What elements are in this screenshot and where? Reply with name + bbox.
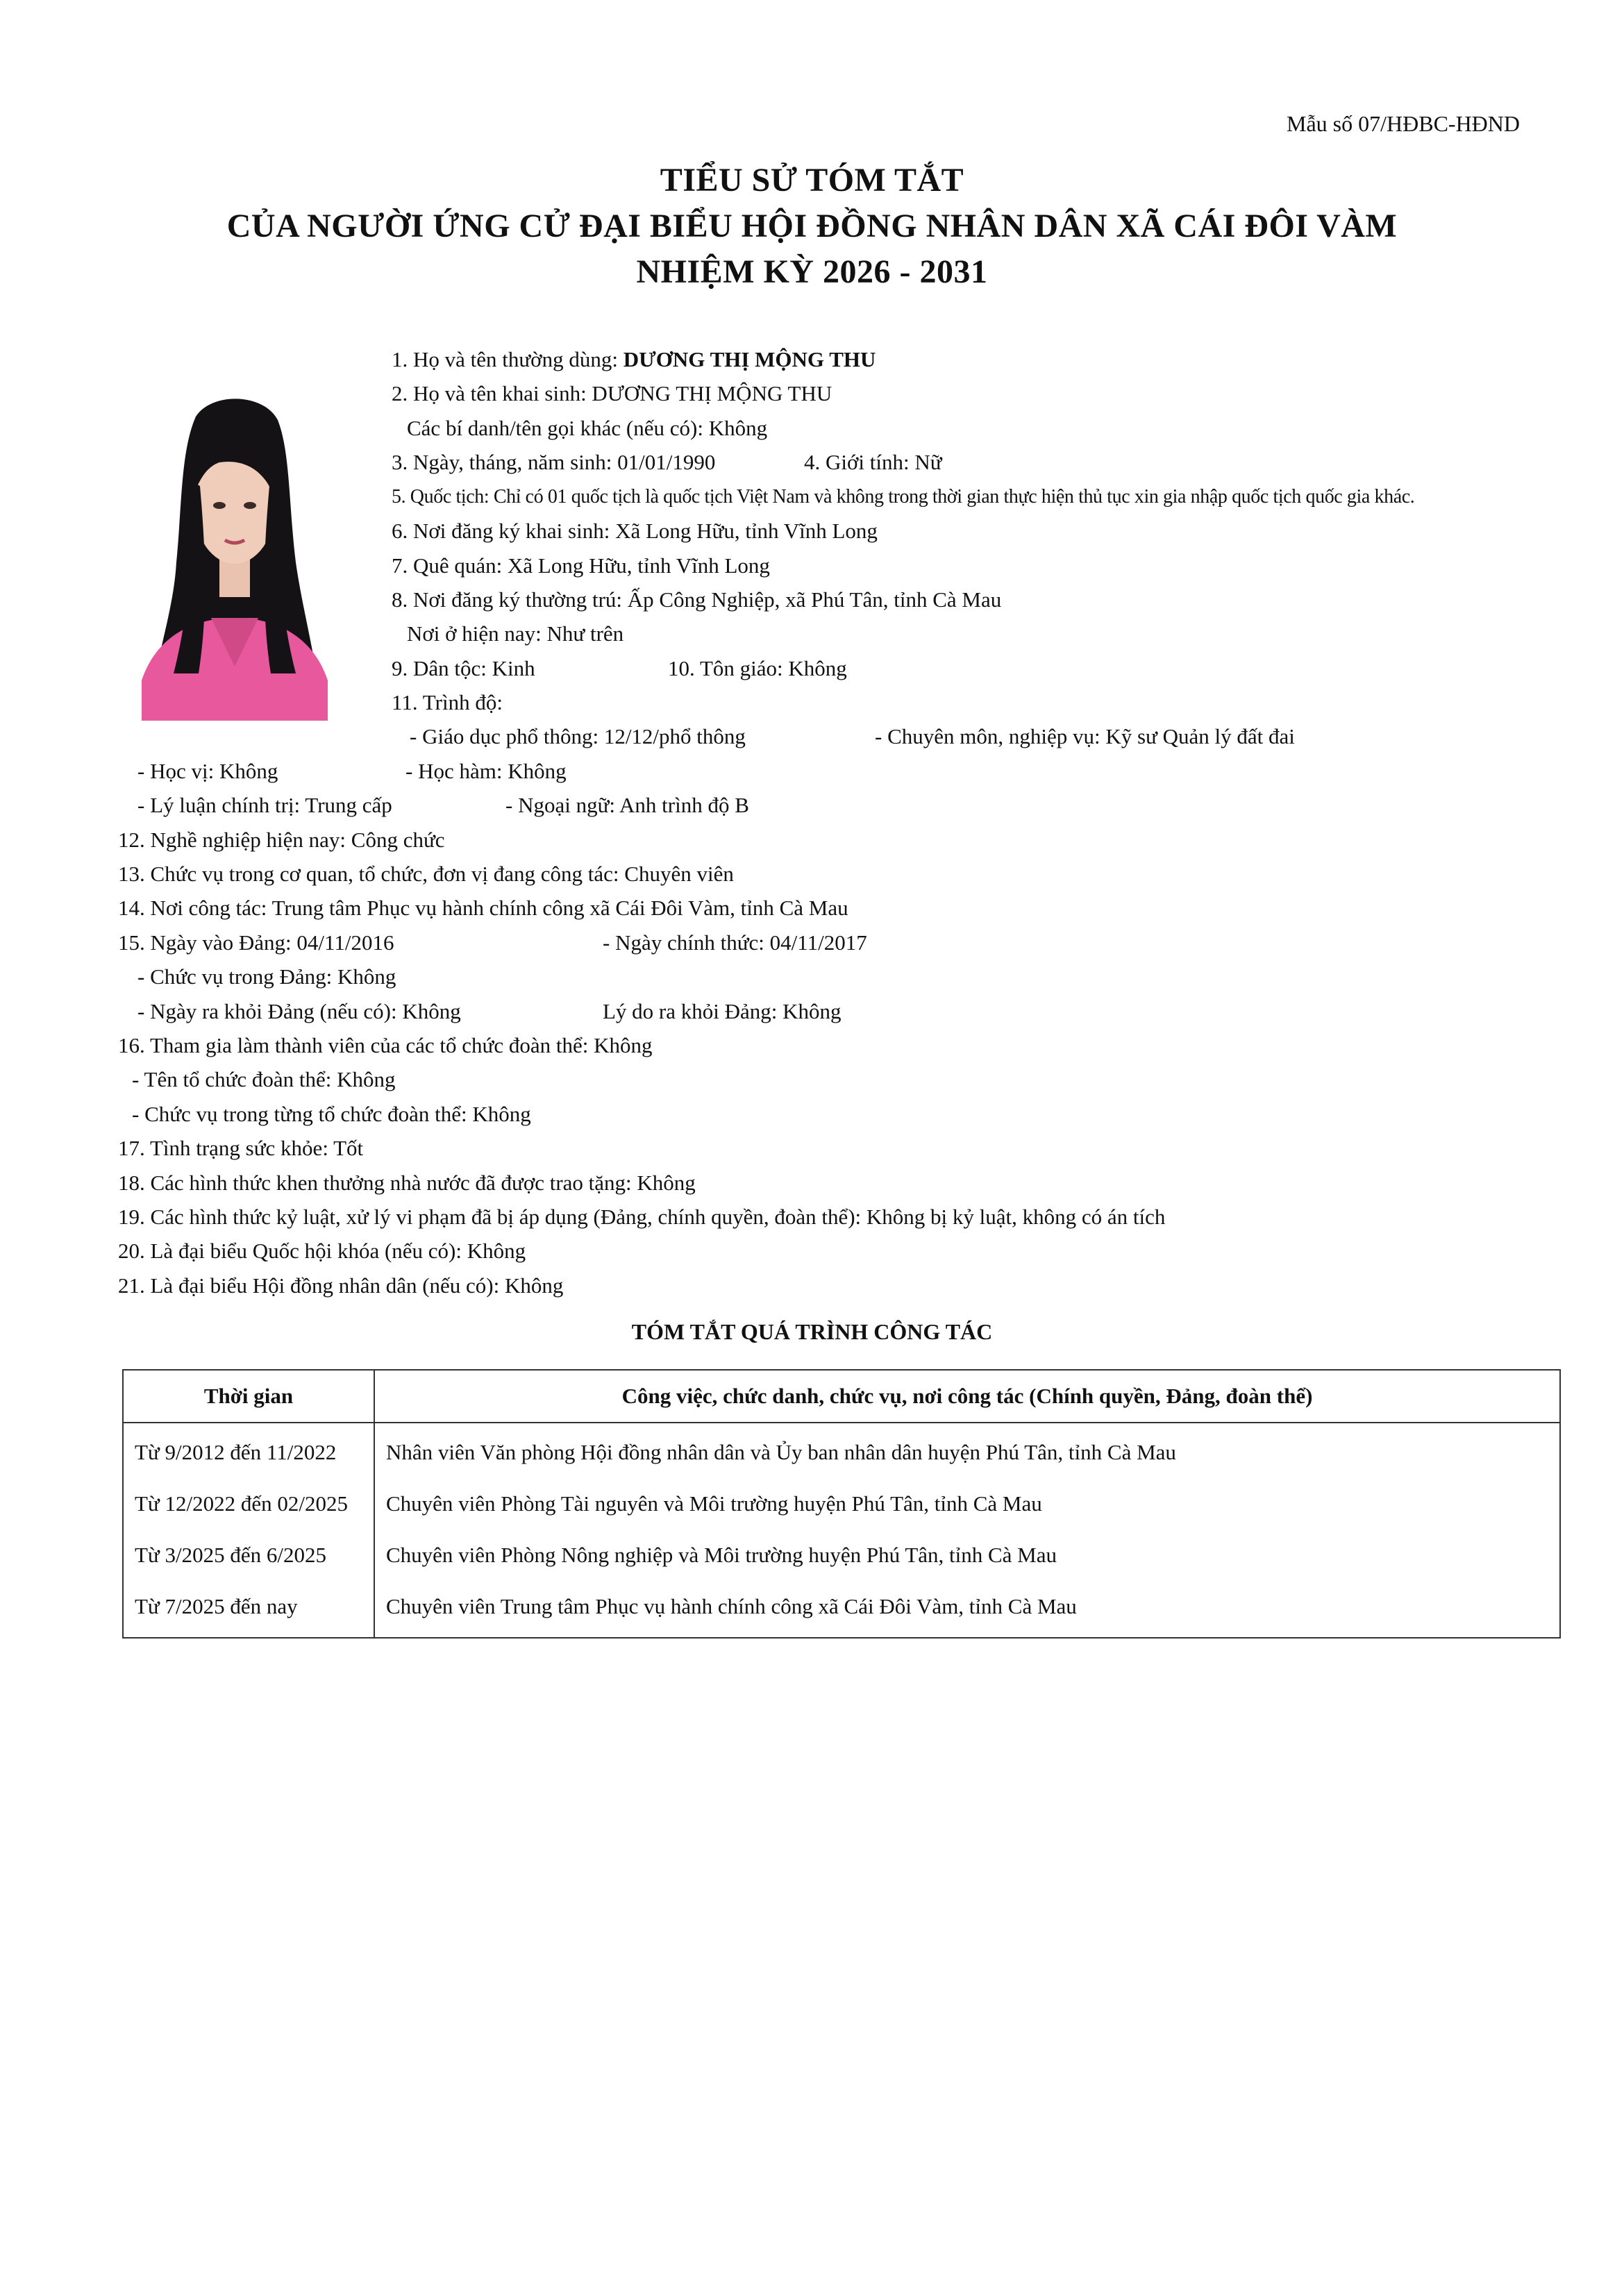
portrait-photo <box>142 389 328 721</box>
table-row <box>123 1478 1560 1530</box>
field-peoples-council: 21. Là đại biểu Hội đồng nhân dân (nếu có): Không <box>118 1273 564 1298</box>
work-history-heading: TÓM TẮT QUÁ TRÌNH CÔNG TÁC <box>631 1319 993 1344</box>
document-title: TIỂU SỬ TÓM TẮT <box>660 162 964 199</box>
field-party-position: - Chức vụ trong Đảng: Không <box>137 964 396 989</box>
field-health: 17. Tình trạng sức khỏe: Tốt <box>118 1136 364 1160</box>
field-current-residence: Nơi ở hiện nay: Như trên <box>407 621 624 646</box>
field-date-of-birth: 3. Ngày, tháng, năm sinh: 01/01/1990 <box>392 450 716 474</box>
field-awards: 18. Các hình thức khen thưởng nhà nước đã được trao tặng: Không <box>118 1171 696 1195</box>
field-common-name-value: DƯƠNG THỊ MỘNG THU <box>623 347 876 371</box>
field-party-join-date: 15. Ngày vào Đảng: 04/11/2016 <box>118 930 394 955</box>
field-ethnicity: 9. Dân tộc: Kinh <box>392 656 535 680</box>
cell-role: Nhân viên Văn phòng Hội đồng nhân dân và Ủy ban nhân dân huyện Phú Tân, tỉnh Cà Mau <box>374 1423 1560 1478</box>
field-permanent-residence: 8. Nơi đăng ký thường trú: Ấp Công Nghiệp, xã Phú Tân, tỉnh Cà Mau <box>392 587 1002 612</box>
field-aliases: Các bí danh/tên gọi khác (nếu có): Không <box>407 416 768 440</box>
field-party-leave-reason: Lý do ra khỏi Đảng: Không <box>603 999 842 1023</box>
field-general-education: - Giáo dục phổ thông: 12/12/phổ thông <box>410 724 746 748</box>
cell-role: Chuyên viên Phòng Tài nguyên và Môi trường huyện Phú Tân, tỉnh Cà Mau <box>374 1478 1560 1530</box>
field-position: 13. Chức vụ trong cơ quan, tổ chức, đơn vị đang công tác: Chuyên viên <box>118 862 734 886</box>
column-header-period: Thời gian <box>123 1370 374 1423</box>
cell-role: Chuyên viên Trung tâm Phục vụ hành chính công xã Cái Đôi Vàm, tỉnh Cà Mau <box>374 1581 1560 1638</box>
field-workplace: 14. Nơi công tác: Trung tâm Phục vụ hành chính công xã Cái Đôi Vàm, tỉnh Cà Mau <box>118 896 848 920</box>
field-academic-title: - Học hàm: Không <box>405 759 567 783</box>
table-row <box>123 1581 1560 1638</box>
table-row <box>123 1530 1560 1581</box>
field-hometown: 7. Quê quán: Xã Long Hữu, tỉnh Vĩnh Long <box>392 553 770 578</box>
cell-period: Từ 7/2025 đến nay <box>123 1581 374 1638</box>
field-specialty: - Chuyên môn, nghiệp vụ: Kỹ sư Quản lý đất đai <box>875 724 1295 748</box>
field-academic-degree: - Học vị: Không <box>137 759 278 783</box>
document-subtitle: CỦA NGƯỜI ỨNG CỬ ĐẠI BIỂU HỘI ĐỒNG NHÂN DÂN XÃ CÁI ĐÔI VÀM <box>226 208 1398 244</box>
field-organizations: 16. Tham gia làm thành viên của các tổ chức đoàn thể: Không <box>118 1033 653 1057</box>
form-number: Mẫu số 07/HĐBC-HĐND <box>1287 111 1520 136</box>
cell-role: Chuyên viên Phòng Nông nghiệp và Môi trường huyện Phú Tân, tỉnh Cà Mau <box>374 1530 1560 1581</box>
field-organization-position: - Chức vụ trong từng tổ chức đoàn thể: Không <box>132 1102 531 1126</box>
field-birth-name: 2. Họ và tên khai sinh: DƯƠNG THỊ MỘNG THU <box>392 381 832 405</box>
field-religion: 10. Tôn giáo: Không <box>668 656 847 680</box>
field-nationality: 5. Quốc tịch: Chỉ có 01 quốc tịch là quốc tịch Việt Nam và không trong thời gian thực hiện thủ tục xin gia nhập quốc tịch quốc gia khác. <box>392 486 1415 508</box>
field-party-leave-date: - Ngày ra khỏi Đảng (nếu có): Không <box>137 999 461 1023</box>
field-national-assembly: 20. Là đại biểu Quốc hội khóa (nếu có): Không <box>118 1239 526 1263</box>
work-history-table <box>122 1369 1561 1639</box>
field-gender: 4. Giới tính: Nữ <box>804 450 942 474</box>
field-discipline: 19. Các hình thức kỷ luật, xử lý vi phạm đã bị áp dụng (Đảng, chính quyền, đoàn thể): Không bị kỷ luật, không có án tích <box>118 1205 1166 1229</box>
table-row <box>123 1423 1560 1478</box>
cell-period: Từ 3/2025 đến 6/2025 <box>123 1530 374 1581</box>
cell-period: Từ 9/2012 đến 11/2022 <box>123 1423 374 1478</box>
field-occupation: 12. Nghề nghiệp hiện nay: Công chức <box>118 828 445 852</box>
cell-period: Từ 12/2022 đến 02/2025 <box>123 1478 374 1530</box>
field-education-heading: 11. Trình độ: <box>392 690 503 714</box>
field-organization-name: - Tên tổ chức đoàn thể: Không <box>132 1067 396 1091</box>
column-header-role: Công việc, chức danh, chức vụ, nơi công tác (Chính quyền, Đảng, đoàn thể) <box>374 1370 1560 1423</box>
portrait-image <box>142 389 328 721</box>
field-common-name-label: 1. Họ và tên thường dùng: <box>392 347 623 371</box>
field-birth-registration: 6. Nơi đăng ký khai sinh: Xã Long Hữu, tỉnh Vĩnh Long <box>392 519 878 543</box>
field-common-name <box>392 346 876 374</box>
field-party-official-date: - Ngày chính thức: 04/11/2017 <box>603 930 867 955</box>
table-header-row <box>123 1370 1560 1423</box>
field-foreign-language: - Ngoại ngữ: Anh trình độ B <box>505 793 749 817</box>
field-political-theory: - Lý luận chính trị: Trung cấp <box>137 793 392 817</box>
term-title: NHIỆM KỲ 2026 - 2031 <box>636 253 988 290</box>
